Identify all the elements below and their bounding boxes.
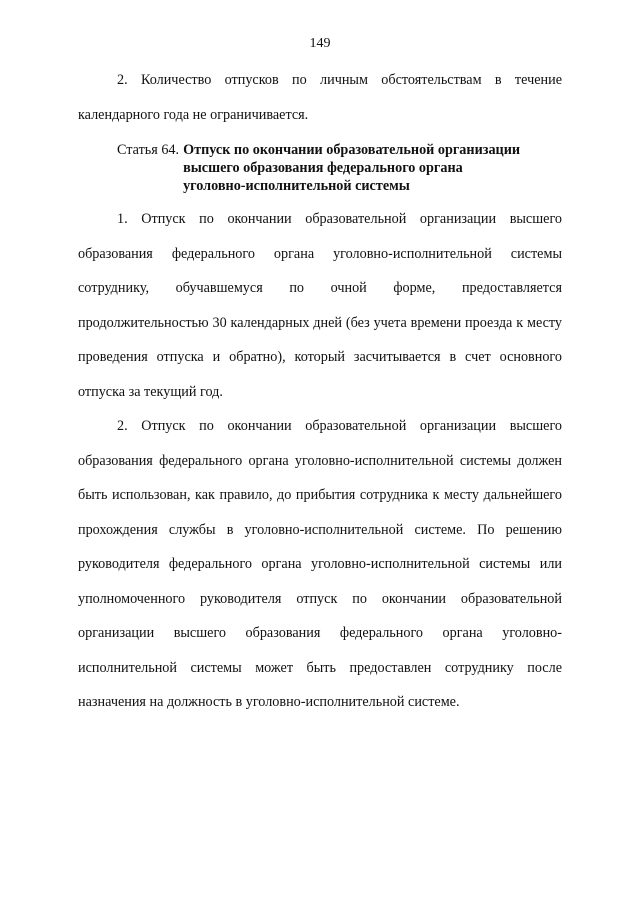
article-title <box>179 141 520 195</box>
paragraph-text: 2. Отпуск по окончании образовательной организации высшего образования федерального органа уголовно-исполнительной системы должен быть использован, как правило, до прибытия сотрудника к месту дальнейшего прохождения службы в уголовно-исполнительной системе. По решению руководителя федерального органа уголовно-исполнительной системы или уполномоченного руководителя отпуск по окончании образовательной организации высшего образования федерального органа уголовно-исполнительной системы может быть предоставлен сотруднику после назначения на должность в уголовно-исполнительной системе. <box>78 418 562 710</box>
article-title-line: уголовно-исполнительной системы <box>183 178 410 194</box>
article-label: Статья 64. <box>117 142 180 158</box>
article-title-line: Отпуск по окончании образовательной организации <box>183 142 521 158</box>
article-heading <box>117 141 577 195</box>
page-number: 149 <box>309 36 331 51</box>
paragraph-text: 1. Отпуск по окончании образовательной организации высшего образования федерального органа уголовно-исполнительной системы сотруднику, обучавшемуся по очной форме, предоставляется продолжительностью 30 календарных дней (без учета времени проезда к месту проведения отпуска и обратно), который засчитывается в счет основного отпуска за текущий год. <box>78 211 562 400</box>
article-title-line: высшего образования федерального органа <box>183 160 463 176</box>
paragraph-item-2 <box>78 409 562 720</box>
paragraph-text: 2. Количество отпусков по личным обстоятельствам в течение календарного года не ограничивается. <box>78 72 562 123</box>
paragraph-item-1 <box>78 202 562 409</box>
paragraph-item-2-previous-article <box>78 63 562 132</box>
